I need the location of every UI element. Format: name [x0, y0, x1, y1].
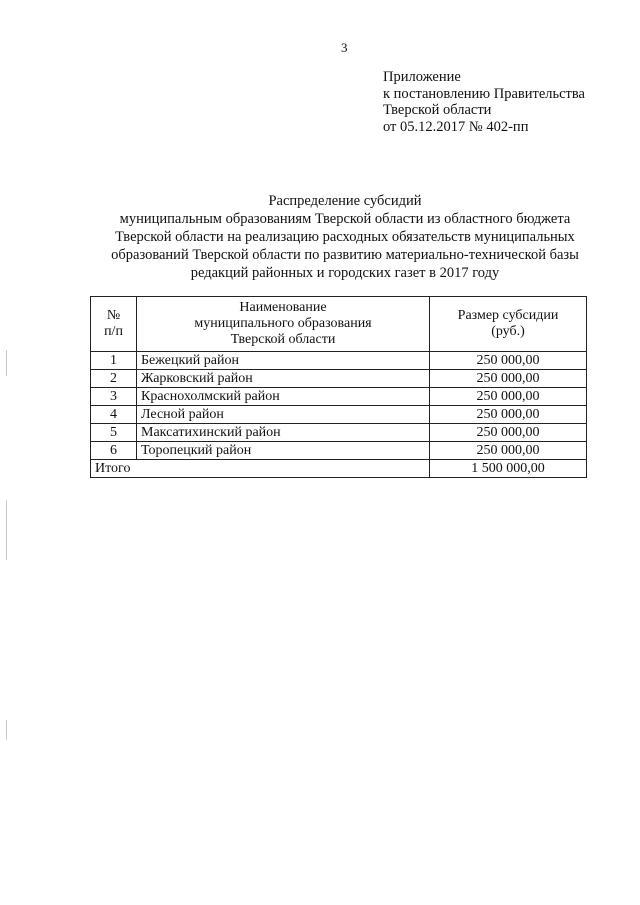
title-line: муниципальным образованиям Тверской области из областного бюджета [119, 211, 571, 227]
row-amount: 250 000,00 [430, 424, 587, 442]
row-municipality: Максатихинский район [137, 424, 430, 442]
header-amount-line: (руб.) [491, 324, 525, 339]
row-amount: 250 000,00 [430, 352, 587, 370]
header-name-line: муниципального образования [194, 316, 372, 331]
row-municipality: Лесной район [137, 406, 430, 424]
row-number: 5 [91, 424, 137, 442]
total-row [91, 460, 587, 478]
table-row [91, 424, 587, 442]
row-municipality: Краснохолмский район [137, 388, 430, 406]
row-amount: 250 000,00 [430, 370, 587, 388]
table-row [91, 442, 587, 460]
row-municipality: Бежецкий район [137, 352, 430, 370]
title-line: Распределение субсидий [268, 193, 422, 209]
row-municipality: Жарковский район [137, 370, 430, 388]
page-number: 3 [341, 40, 348, 55]
row-number: 3 [91, 388, 137, 406]
header-name-line: Наименование [239, 300, 327, 315]
table-header-row [91, 297, 587, 352]
table-row [91, 406, 587, 424]
row-amount: 250 000,00 [430, 388, 587, 406]
scan-artifact [6, 720, 7, 740]
row-amount: 250 000,00 [430, 442, 587, 460]
row-number: 2 [91, 370, 137, 388]
title-line: редакций районных и городских газет в 2017 году [190, 265, 500, 281]
header-num [91, 297, 137, 352]
title-line: Тверской области на реализацию расходных обязательств муниципальных [115, 229, 575, 245]
header-num-line: № [106, 308, 121, 323]
header-num-line: п/п [104, 324, 123, 339]
total-amount: 1 500 000,00 [430, 460, 587, 478]
header-name-line: Тверской области [230, 332, 336, 347]
row-municipality: Торопецкий район [137, 442, 430, 460]
row-amount: 250 000,00 [430, 406, 587, 424]
title-line: образований Тверской области по развитию материально-технической базы [111, 247, 579, 263]
table-row [91, 352, 587, 370]
row-number: 1 [91, 352, 137, 370]
appendix-block [383, 69, 585, 135]
subsidy-table [90, 296, 587, 478]
table-row [91, 388, 587, 406]
row-number: 6 [91, 442, 137, 460]
appendix-line: от 05.12.2017 № 402-пп [383, 118, 529, 135]
header-amount-line: Размер субсидии [457, 308, 559, 323]
scan-artifact [6, 350, 7, 376]
appendix-line: Приложение [383, 69, 461, 85]
scan-artifact [6, 500, 7, 560]
total-label: Итого [91, 460, 430, 478]
row-number: 4 [91, 406, 137, 424]
table-row [91, 370, 587, 388]
header-amount [430, 297, 587, 352]
document-title [95, 192, 595, 282]
appendix-line: Тверской области [383, 102, 492, 118]
header-name [137, 297, 430, 352]
appendix-line: к постановлению Правительства [383, 85, 585, 102]
